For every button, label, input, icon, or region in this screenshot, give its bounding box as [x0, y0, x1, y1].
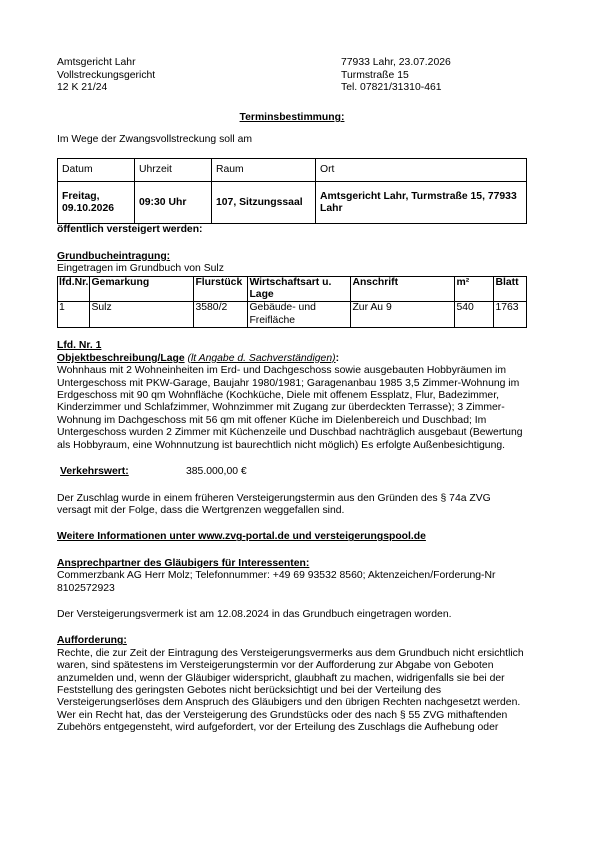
appointment-data-row [58, 182, 527, 224]
col-flurstueck: Flurstück [194, 276, 248, 302]
auction-statement: öffentlich versteigert werden: [57, 224, 203, 236]
cell-flaeche: 540 [455, 302, 494, 328]
col-blatt: Blatt [494, 276, 527, 302]
cell-lfdnr: 1 [58, 302, 90, 328]
object-description-text: Wohnhaus mit 2 Wohneinheiten im Erd- und Dachgeschoss sowie ausgebauten Hobbyräumen im Untergeschoss mit PKW-Garage, Baujahr 1980/1981; Garagenanbau 1985 3,5 Zimmer-Wohnung im Erdgeschoss mit 90 qm Wohnfläche (Kochküche, Diele mit offenem Essplatz, Flur, Badezimmer, Kinderzimmer und Schlafzimmer, Wohnzimmer mit Zugang zur überdeckten Terrasse); 3 Zimmer-Wohnung im Dachgeschoss mit 56 qm mit offener Küche im Dielenbereich und Duschbad; Im Untergeschoss wurden 2 Zimmer mit Küchenzeile und Duschbad nachträglich ausgebaut (Bewertung als Hobbyraum, eine Wohnnutzung ist baurechtlich nicht möglich) Es erfolgte Außenbesichtigung. [57, 365, 523, 451]
col-gemarkung: Gemarkung [90, 276, 194, 302]
document-title: Terminsbestimmung: [239, 112, 345, 123]
header-datum: Datum [58, 159, 135, 182]
creditor-contact-heading: Ansprechpartner des Gläubigers für Interessenten: [57, 557, 310, 569]
street: Turmstraße 15 [341, 69, 409, 81]
more-info-link[interactable]: Weitere Informationen unter www.zvg-portal.de und versteigerungspool.de [57, 531, 426, 543]
object-heading-label: Objektbeschreibung/Lage [57, 352, 185, 364]
market-value-amount: 385.000,00 € [186, 466, 247, 478]
request-paragraph-2: Wer ein Recht hat, das der Versteigerung des Grundstücks oder des nach § 55 ZVG mithaftenden Zubehörs entgegensteht, wird aufgefordert, vor der Erteilung des Zuschlags die Aufhebung oder [57, 709, 508, 734]
col-flaeche: m² [455, 276, 494, 302]
col-wirtschaftsart: Wirtschaftsart u. Lage [248, 276, 351, 302]
bid-refusal-note: Der Zuschlag wurde in einem früheren Versteigerungstermin aus den Gründen des § 74a ZVG versagt mit der Folge, dass die Wertgrenzen weggefallen sind. [57, 492, 491, 516]
land-register-table [57, 276, 527, 329]
place-date: 77933 Lahr, 23.07.2026 [341, 57, 451, 68]
court-department: Vollstreckungsgericht [57, 69, 156, 81]
object-description-heading [57, 353, 527, 365]
request-heading: Aufforderung: [57, 635, 127, 647]
phone: Tel. 07821/31310-461 [341, 82, 442, 93]
land-register-subtitle: Eingetragen im Grundbuch von Sulz [57, 263, 224, 275]
court-contact [341, 57, 451, 95]
letter-header [57, 57, 527, 95]
cell-wirtschaftsart: Gebäude- und Freifläche [248, 302, 351, 328]
appointment-room: 107, Sitzungssaal [212, 182, 316, 224]
market-value-label: Verkehrswert: [60, 466, 129, 478]
creditor-contact-text: Commerzbank AG Herr Molz; Telefonnummer: +49 69 93532 8560; Aktenzeichen/Forderung-Nr 8102572923 [57, 570, 496, 594]
land-register-heading: Grundbucheintragung: [57, 250, 171, 262]
lfd-nr-heading: Lfd. Nr. 1 [57, 340, 102, 352]
header-ort: Ort [316, 159, 527, 182]
register-note-text: Der Versteigerungsvermerk ist am 12.08.2024 in das Grundbuch eingetragen worden. [57, 608, 452, 620]
cell-gemarkung: Sulz [90, 302, 194, 328]
object-heading-colon: : [335, 352, 340, 364]
appointment-header-row [58, 159, 527, 182]
header-uhrzeit: Uhrzeit [135, 159, 212, 182]
appointment-table [57, 158, 527, 224]
appointment-time: 09:30 Uhr [135, 182, 212, 224]
court-name: Amtsgericht Lahr [57, 57, 136, 68]
case-number: 12 K 21/24 [57, 82, 108, 93]
col-lfdnr: lfd.Nr. [58, 276, 90, 302]
cell-blatt: 1763 [494, 302, 527, 328]
col-anschrift: Anschrift [351, 276, 455, 302]
header-raum: Raum [212, 159, 316, 182]
court-address [57, 57, 155, 95]
request-paragraph-1: Rechte, die zur Zeit der Eintragung des Versteigerungsvermerks aus dem Grundbuch nicht ersichtlich waren, sind spätestens im Versteigerungstermin vor der Aufforderung zur Abgabe von Geboten anzumelden und, wenn der Gläubiger widerspricht, glaubhaft zu machen, widrigenfalls sie bei der Feststellung des geringsten Gebotes nicht berücksichtigt und bei der Verteilung des Versteigerungserlöses dem Anspruch des Gläubigers und den übrigen Rechten nachgesetzt werden. [57, 647, 524, 709]
appointment-location: Amtsgericht Lahr, Turmstraße 15, 77933 Lahr [316, 182, 527, 224]
appointment-date: Freitag, 09.10.2026 [58, 182, 135, 224]
document-page [57, 57, 527, 735]
intro-text: Im Wege der Zwangsvollstreckung soll am [57, 134, 252, 145]
table-row [58, 302, 527, 328]
cell-flurstueck: 3580/2 [194, 302, 248, 328]
cell-anschrift: Zur Au 9 [351, 302, 455, 328]
land-register-header-row [58, 276, 527, 302]
market-value-row [57, 466, 527, 478]
object-heading-note: (lt Angabe d. Sachverständigen) [187, 352, 336, 364]
